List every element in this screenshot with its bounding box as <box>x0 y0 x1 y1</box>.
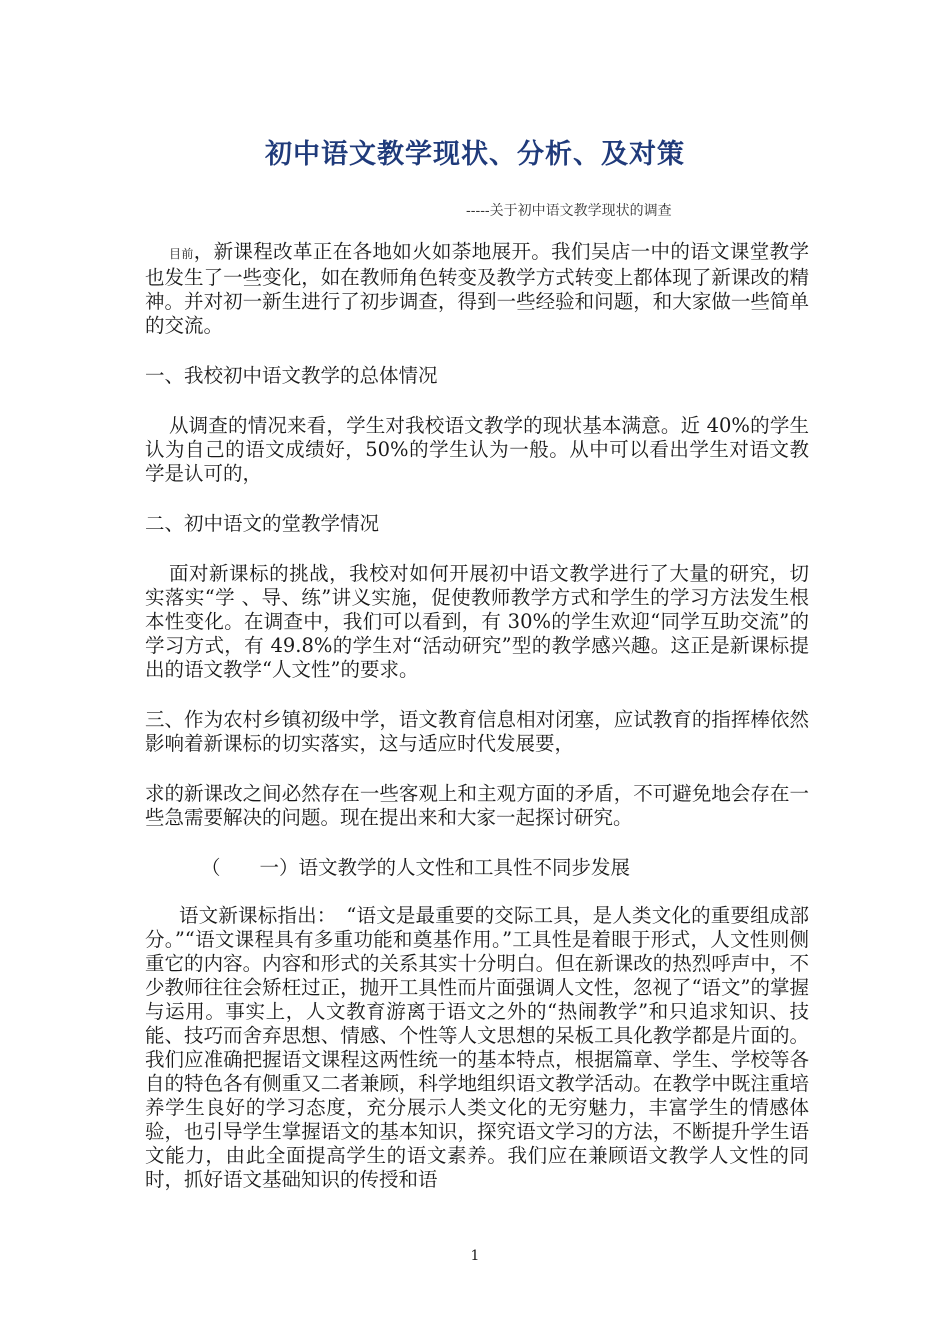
document-title: 初中语文教学现状、分析、及对策 <box>265 139 685 170</box>
section-heading-1: 一、我校初中语文教学的总体情况 <box>145 364 438 387</box>
intro-text: ，新课程改革正在各地如火如荼地展开。我们吴店一中的语文课堂教学也发生了一些变化，如在教师角色转变及教学方式转变上都体现了新课改的精神。并对初一新生进行了初步调查，得到一些经验和问题，和大家做一些简单的交流。 <box>145 240 809 337</box>
page-number: 1 <box>470 1248 480 1264</box>
section-paragraph-3: 三、作为农村乡镇初级中学，语文教育信息相对闭塞，应试教育的指挥棒依然影响着新课标的切实落实，这与适应时代发展要， <box>145 708 809 755</box>
section-heading-2: 二、初中语文的堂教学情况 <box>145 512 380 535</box>
subsection-heading-1: （ 一）语文教学的人文性和工具性不同步发展 <box>201 856 631 879</box>
intro-lead-text: 目前 <box>169 247 194 261</box>
intro-paragraph <box>145 240 809 338</box>
subsection-paragraph-1: 语文新课标指出： “语文是最重要的交际工具，是人类文化的重要组成部分。”“语文课程具有多重功能和奠基作用。”工具性是着眼于形式，人文性则侧重它的内容。内容和形式的关系其实十分明白。但在新课改的热烈呼声中，不少教师往往会矫枉过正，抛开工具性而片面强调人文性，忽视了“语文”的掌握与运用。事实上，人文教育游离于语文之外的“热闹教学”和只追求知识、技能、技巧而舍弃思想、情感、个性等人文思想的呆板工具化教学都是片面的。我们应准确把握语文课程这两性统一的基本特点，根据篇章、学生、学校等各自的特色各有侧重又二者兼顾，科学地组织语文教学活动。在教学中既注重培养学生良好的学习态度，充分展示人类文化的无穷魅力，丰富学生的情感体验，也引导学生掌握语文的基本知识，探究语文学习的方法，不断提升学生语文能力，由此全面提高学生的语文素养。我们应在兼顾语文教学人文性的同时，抓好语文基础知识的传授和语 <box>145 904 809 1191</box>
document-body <box>145 240 809 1218</box>
section-paragraph-2: 面对新课标的挑战，我校对如何开展初中语文教学进行了大量的研究，切实落实“学 、导、练”讲义实施，促使教师教学方式和学生的学习方法发生根本性变化。在调查中，我们可以看到，有 30%的学生欢迎“同学互助交流”的学习方式，有 49.8%的学生对“活动研究”型的教学感兴趣。这正是新课标提出的语文教学“人文性”的要求。 <box>145 562 809 681</box>
section-paragraph-1: 从调查的情况来看，学生对我校语文教学的现状基本满意。近 40%的学生认为自己的语文成绩好，50%的学生认为一般。从中可以看出学生对语文教学是认可的， <box>145 414 809 485</box>
document-subtitle: -----关于初中语文教学现状的调查 <box>466 203 672 219</box>
section-paragraph-3-continued: 求的新课改之间必然存在一些客观上和主观方面的矛盾，不可避免地会存在一些急需要解决的问题。现在提出来和大家一起探讨研究。 <box>145 782 809 829</box>
